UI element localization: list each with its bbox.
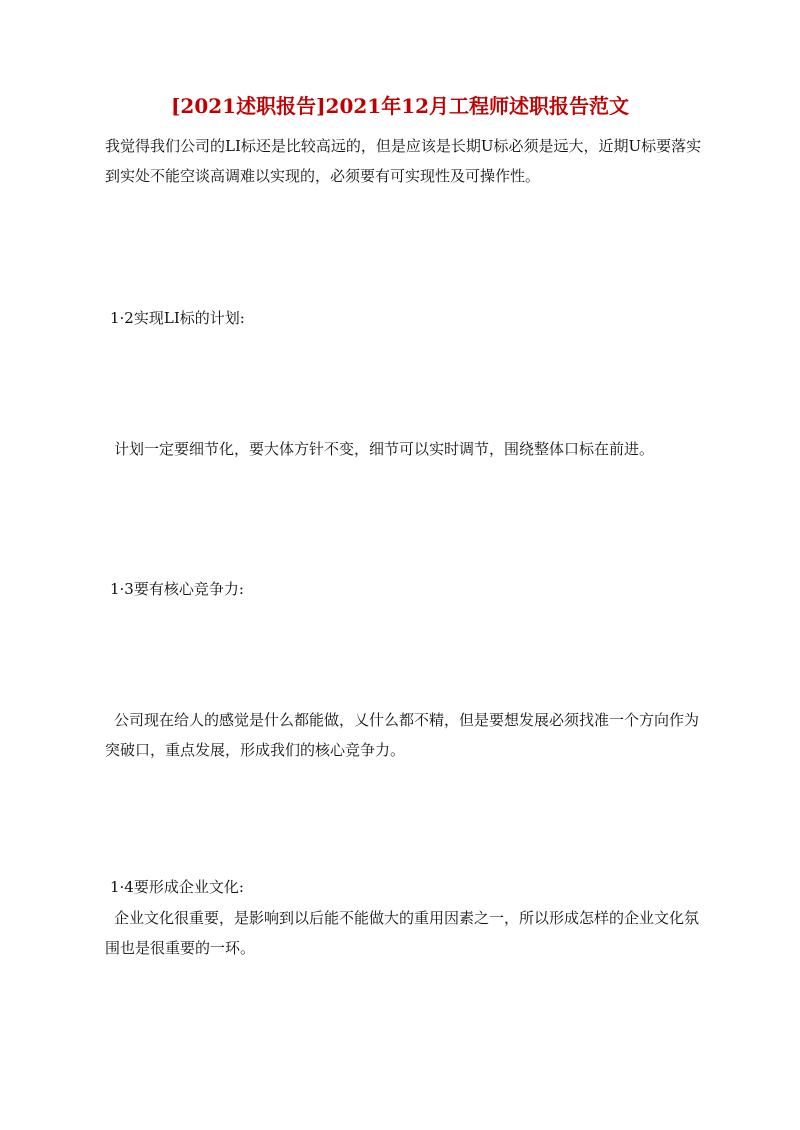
section-heading-1-2: 1·2实现LI标的计划: xyxy=(110,309,245,327)
document-title: [2021述职报告]2021年12月工程师述职报告范文 xyxy=(170,94,630,118)
section-heading-1-4: 1·4要形成企业文化: xyxy=(110,878,244,896)
paragraph-corporate-culture: 企业文化很重要，是影响到以后能不能做大的重用因素之一，所以形成怎样的企业文化氛围也是很重要的一环。 xyxy=(105,909,700,957)
paragraph-goals: 我觉得我们公司的LI标还是比较高远的，但是应该是长期U标必须是远大，近期U标要落实到实处不能空谈高调难以实现的，必须要有可实现性及可操作性。 xyxy=(105,137,702,185)
section-heading-1-3: 1·3要有核心竞争力: xyxy=(110,580,244,598)
paragraph-plan: 计划一定要细节化，要大体方针不变，细节可以实时调节，围绕整体口标在前进。 xyxy=(114,440,655,458)
paragraph-core-competence: 公司现在给人的感觉是什么都能做，乂什么都不精，但是要想发展必须找准一个方向作为突破口，重点发展，形成我们的核心竞争力。 xyxy=(105,711,700,759)
